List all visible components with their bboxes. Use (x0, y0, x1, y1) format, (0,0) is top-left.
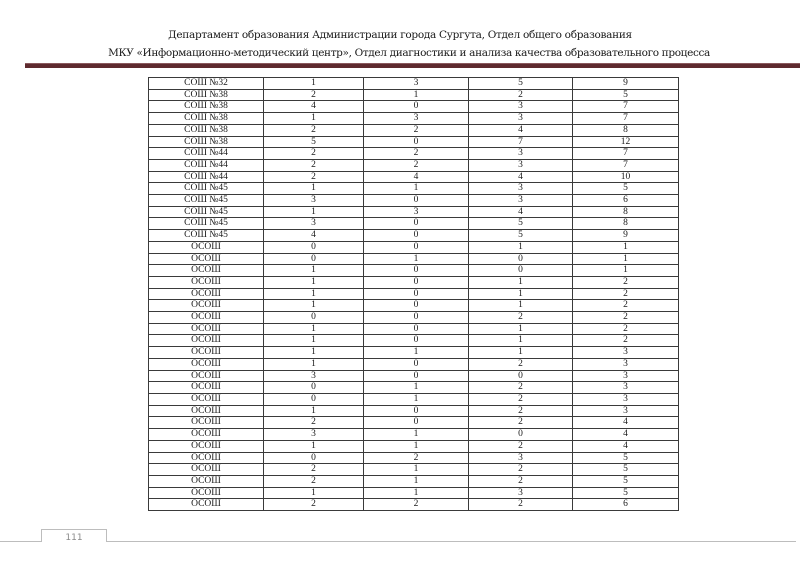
school-name-cell: ОСОШ (149, 265, 264, 277)
score-cell: 3 (469, 195, 573, 207)
score-cell: 2 (364, 148, 469, 160)
score-cell: 2 (264, 89, 364, 101)
table-row (149, 370, 679, 382)
score-cell: 0 (364, 230, 469, 242)
school-name-cell: СОШ №45 (149, 230, 264, 242)
score-cell: 0 (469, 253, 573, 265)
score-cell: 0 (364, 335, 469, 347)
score-cell: 8 (573, 206, 679, 218)
table-row (149, 335, 679, 347)
score-cell: 3 (573, 382, 679, 394)
table-row (149, 312, 679, 324)
score-cell: 2 (264, 124, 364, 136)
score-cell: 3 (573, 393, 679, 405)
results-table-container (148, 77, 679, 511)
score-cell: 6 (573, 499, 679, 511)
table-row (149, 230, 679, 242)
score-cell: 3 (264, 195, 364, 207)
score-cell: 0 (364, 358, 469, 370)
score-cell: 3 (264, 429, 364, 441)
score-cell: 5 (573, 452, 679, 464)
school-name-cell: ОСОШ (149, 405, 264, 417)
school-name-cell: СОШ №44 (149, 159, 264, 171)
school-name-cell: ОСОШ (149, 440, 264, 452)
score-cell: 1 (364, 382, 469, 394)
score-cell: 1 (264, 358, 364, 370)
score-cell: 0 (364, 265, 469, 277)
score-cell: 2 (469, 393, 573, 405)
table-row (149, 382, 679, 394)
score-cell: 3 (573, 358, 679, 370)
footer-rule-left (0, 541, 41, 542)
table-row (149, 183, 679, 195)
score-cell: 5 (469, 230, 573, 242)
school-name-cell: СОШ №32 (149, 78, 264, 90)
table-row (149, 499, 679, 511)
score-cell: 1 (364, 487, 469, 499)
school-name-cell: СОШ №38 (149, 113, 264, 125)
score-cell: 2 (469, 405, 573, 417)
school-name-cell: СОШ №38 (149, 89, 264, 101)
score-cell: 3 (573, 370, 679, 382)
score-cell: 0 (364, 417, 469, 429)
score-cell: 5 (573, 487, 679, 499)
school-name-cell: ОСОШ (149, 312, 264, 324)
score-cell: 4 (573, 440, 679, 452)
school-name-cell: ОСОШ (149, 288, 264, 300)
score-cell: 1 (469, 241, 573, 253)
table-row (149, 206, 679, 218)
score-cell: 2 (573, 276, 679, 288)
score-cell: 2 (264, 159, 364, 171)
table-row (149, 265, 679, 277)
score-cell: 4 (264, 230, 364, 242)
table-row (149, 288, 679, 300)
score-cell: 7 (573, 159, 679, 171)
score-cell: 3 (469, 101, 573, 113)
table-row (149, 78, 679, 90)
footer-rule-right (106, 541, 796, 542)
score-cell: 4 (573, 417, 679, 429)
score-cell: 8 (573, 124, 679, 136)
header-center-title: МКУ «Информационно-методический центр», Отдел диагностики и анализа качества образовательного процесса (108, 47, 710, 59)
table-row (149, 405, 679, 417)
score-cell: 1 (364, 464, 469, 476)
header-department-title: Департамент образования Администрации города Сургута, Отдел общего образования (168, 29, 632, 41)
score-cell: 2 (264, 148, 364, 160)
school-name-cell: СОШ №44 (149, 171, 264, 183)
score-cell: 2 (573, 312, 679, 324)
score-cell: 2 (469, 499, 573, 511)
score-cell: 7 (573, 101, 679, 113)
school-name-cell: ОСОШ (149, 429, 264, 441)
table-row (149, 89, 679, 101)
page-number: 111 (65, 533, 83, 543)
score-cell: 2 (364, 499, 469, 511)
score-cell: 1 (469, 300, 573, 312)
school-name-cell: ОСОШ (149, 475, 264, 487)
score-cell: 3 (364, 78, 469, 90)
score-cell: 2 (469, 464, 573, 476)
score-cell: 1 (264, 440, 364, 452)
score-cell: 5 (469, 218, 573, 230)
score-cell: 1 (364, 440, 469, 452)
score-cell: 1 (264, 78, 364, 90)
score-cell: 3 (573, 405, 679, 417)
score-cell: 3 (469, 159, 573, 171)
score-cell: 0 (364, 300, 469, 312)
school-name-cell: ОСОШ (149, 382, 264, 394)
table-row (149, 113, 679, 125)
score-cell: 2 (573, 335, 679, 347)
score-cell: 0 (364, 241, 469, 253)
score-cell: 4 (469, 206, 573, 218)
table-row (149, 440, 679, 452)
score-cell: 2 (364, 124, 469, 136)
score-cell: 2 (573, 288, 679, 300)
table-row (149, 241, 679, 253)
table-row (149, 218, 679, 230)
score-cell: 3 (364, 206, 469, 218)
score-cell: 2 (469, 358, 573, 370)
score-cell: 10 (573, 171, 679, 183)
score-cell: 2 (264, 171, 364, 183)
school-name-cell: ОСОШ (149, 347, 264, 359)
header-divider (25, 63, 800, 68)
score-cell: 0 (469, 265, 573, 277)
score-cell: 1 (264, 288, 364, 300)
table-row (149, 195, 679, 207)
score-cell: 9 (573, 230, 679, 242)
score-cell: 1 (364, 89, 469, 101)
score-cell: 1 (364, 393, 469, 405)
score-cell: 3 (364, 113, 469, 125)
score-cell: 1 (469, 288, 573, 300)
table-row (149, 253, 679, 265)
score-cell: 0 (364, 218, 469, 230)
table-row (149, 475, 679, 487)
school-name-cell: ОСОШ (149, 335, 264, 347)
score-cell: 1 (573, 253, 679, 265)
score-cell: 1 (364, 183, 469, 195)
score-cell: 0 (264, 382, 364, 394)
school-name-cell: СОШ №44 (149, 148, 264, 160)
table-row (149, 276, 679, 288)
score-cell: 0 (264, 241, 364, 253)
score-cell: 7 (573, 113, 679, 125)
score-cell: 2 (469, 382, 573, 394)
school-name-cell: ОСОШ (149, 370, 264, 382)
score-cell: 2 (573, 300, 679, 312)
score-cell: 4 (469, 124, 573, 136)
table-row (149, 358, 679, 370)
score-cell: 1 (264, 206, 364, 218)
score-cell: 4 (264, 101, 364, 113)
school-name-cell: СОШ №45 (149, 206, 264, 218)
score-cell: 1 (469, 347, 573, 359)
score-cell: 12 (573, 136, 679, 148)
score-cell: 3 (573, 347, 679, 359)
table-row (149, 452, 679, 464)
score-cell: 2 (469, 417, 573, 429)
school-name-cell: ОСОШ (149, 417, 264, 429)
score-cell: 1 (264, 487, 364, 499)
score-cell: 2 (264, 417, 364, 429)
school-name-cell: СОШ №38 (149, 136, 264, 148)
table-row (149, 487, 679, 499)
score-cell: 1 (264, 265, 364, 277)
score-cell: 0 (264, 253, 364, 265)
score-cell: 3 (264, 370, 364, 382)
score-cell: 1 (573, 241, 679, 253)
table-row (149, 417, 679, 429)
score-cell: 0 (264, 312, 364, 324)
table-row (149, 148, 679, 160)
school-name-cell: СОШ №45 (149, 218, 264, 230)
school-name-cell: ОСОШ (149, 241, 264, 253)
school-name-cell: СОШ №45 (149, 183, 264, 195)
score-cell: 6 (573, 195, 679, 207)
score-cell: 2 (469, 475, 573, 487)
score-cell: 2 (364, 452, 469, 464)
score-cell: 1 (264, 335, 364, 347)
score-cell: 4 (364, 171, 469, 183)
score-cell: 7 (469, 136, 573, 148)
score-cell: 2 (264, 475, 364, 487)
results-table-body (149, 78, 679, 511)
table-row (149, 347, 679, 359)
score-cell: 5 (573, 464, 679, 476)
score-cell: 1 (364, 475, 469, 487)
school-name-cell: ОСОШ (149, 452, 264, 464)
score-cell: 3 (264, 218, 364, 230)
score-cell: 8 (573, 218, 679, 230)
score-cell: 0 (364, 312, 469, 324)
table-row (149, 159, 679, 171)
school-name-cell: ОСОШ (149, 393, 264, 405)
score-cell: 1 (264, 347, 364, 359)
school-name-cell: СОШ №45 (149, 195, 264, 207)
score-cell: 4 (573, 429, 679, 441)
score-cell: 2 (264, 499, 364, 511)
score-cell: 1 (364, 347, 469, 359)
score-cell: 5 (264, 136, 364, 148)
score-cell: 1 (469, 335, 573, 347)
table-row (149, 464, 679, 476)
score-cell: 3 (469, 487, 573, 499)
score-cell: 2 (469, 312, 573, 324)
score-cell: 0 (469, 429, 573, 441)
school-name-cell: ОСОШ (149, 487, 264, 499)
score-cell: 0 (364, 323, 469, 335)
score-cell: 0 (364, 370, 469, 382)
score-cell: 2 (573, 323, 679, 335)
score-cell: 3 (469, 183, 573, 195)
school-name-cell: ОСОШ (149, 300, 264, 312)
score-cell: 0 (264, 393, 364, 405)
school-name-cell: ОСОШ (149, 358, 264, 370)
table-row (149, 171, 679, 183)
score-cell: 0 (364, 276, 469, 288)
score-cell: 5 (469, 78, 573, 90)
table-row (149, 101, 679, 113)
score-cell: 2 (264, 464, 364, 476)
score-cell: 1 (364, 253, 469, 265)
score-cell: 3 (469, 148, 573, 160)
school-name-cell: СОШ №38 (149, 124, 264, 136)
table-row (149, 124, 679, 136)
score-cell: 7 (573, 148, 679, 160)
score-cell: 3 (469, 452, 573, 464)
score-cell: 2 (364, 159, 469, 171)
score-cell: 1 (364, 429, 469, 441)
score-cell: 1 (264, 300, 364, 312)
score-cell: 0 (264, 452, 364, 464)
score-cell: 0 (364, 195, 469, 207)
score-cell: 4 (469, 171, 573, 183)
score-cell: 1 (469, 323, 573, 335)
score-cell: 1 (573, 265, 679, 277)
school-name-cell: СОШ №38 (149, 101, 264, 113)
table-row (149, 136, 679, 148)
score-cell: 5 (573, 89, 679, 101)
score-cell: 1 (264, 323, 364, 335)
score-cell: 9 (573, 78, 679, 90)
score-cell: 2 (469, 89, 573, 101)
score-cell: 2 (469, 440, 573, 452)
score-cell: 0 (469, 370, 573, 382)
table-row (149, 393, 679, 405)
score-cell: 1 (264, 405, 364, 417)
school-name-cell: ОСОШ (149, 464, 264, 476)
school-name-cell: ОСОШ (149, 499, 264, 511)
score-cell: 0 (364, 405, 469, 417)
score-cell: 1 (264, 276, 364, 288)
results-table (148, 77, 679, 511)
score-cell: 5 (573, 475, 679, 487)
score-cell: 0 (364, 288, 469, 300)
score-cell: 1 (264, 113, 364, 125)
score-cell: 0 (364, 101, 469, 113)
score-cell: 1 (264, 183, 364, 195)
table-row (149, 300, 679, 312)
school-name-cell: ОСОШ (149, 253, 264, 265)
school-name-cell: ОСОШ (149, 276, 264, 288)
table-row (149, 323, 679, 335)
table-row (149, 429, 679, 441)
score-cell: 3 (469, 113, 573, 125)
score-cell: 5 (573, 183, 679, 195)
score-cell: 0 (364, 136, 469, 148)
school-name-cell: ОСОШ (149, 323, 264, 335)
score-cell: 1 (469, 276, 573, 288)
